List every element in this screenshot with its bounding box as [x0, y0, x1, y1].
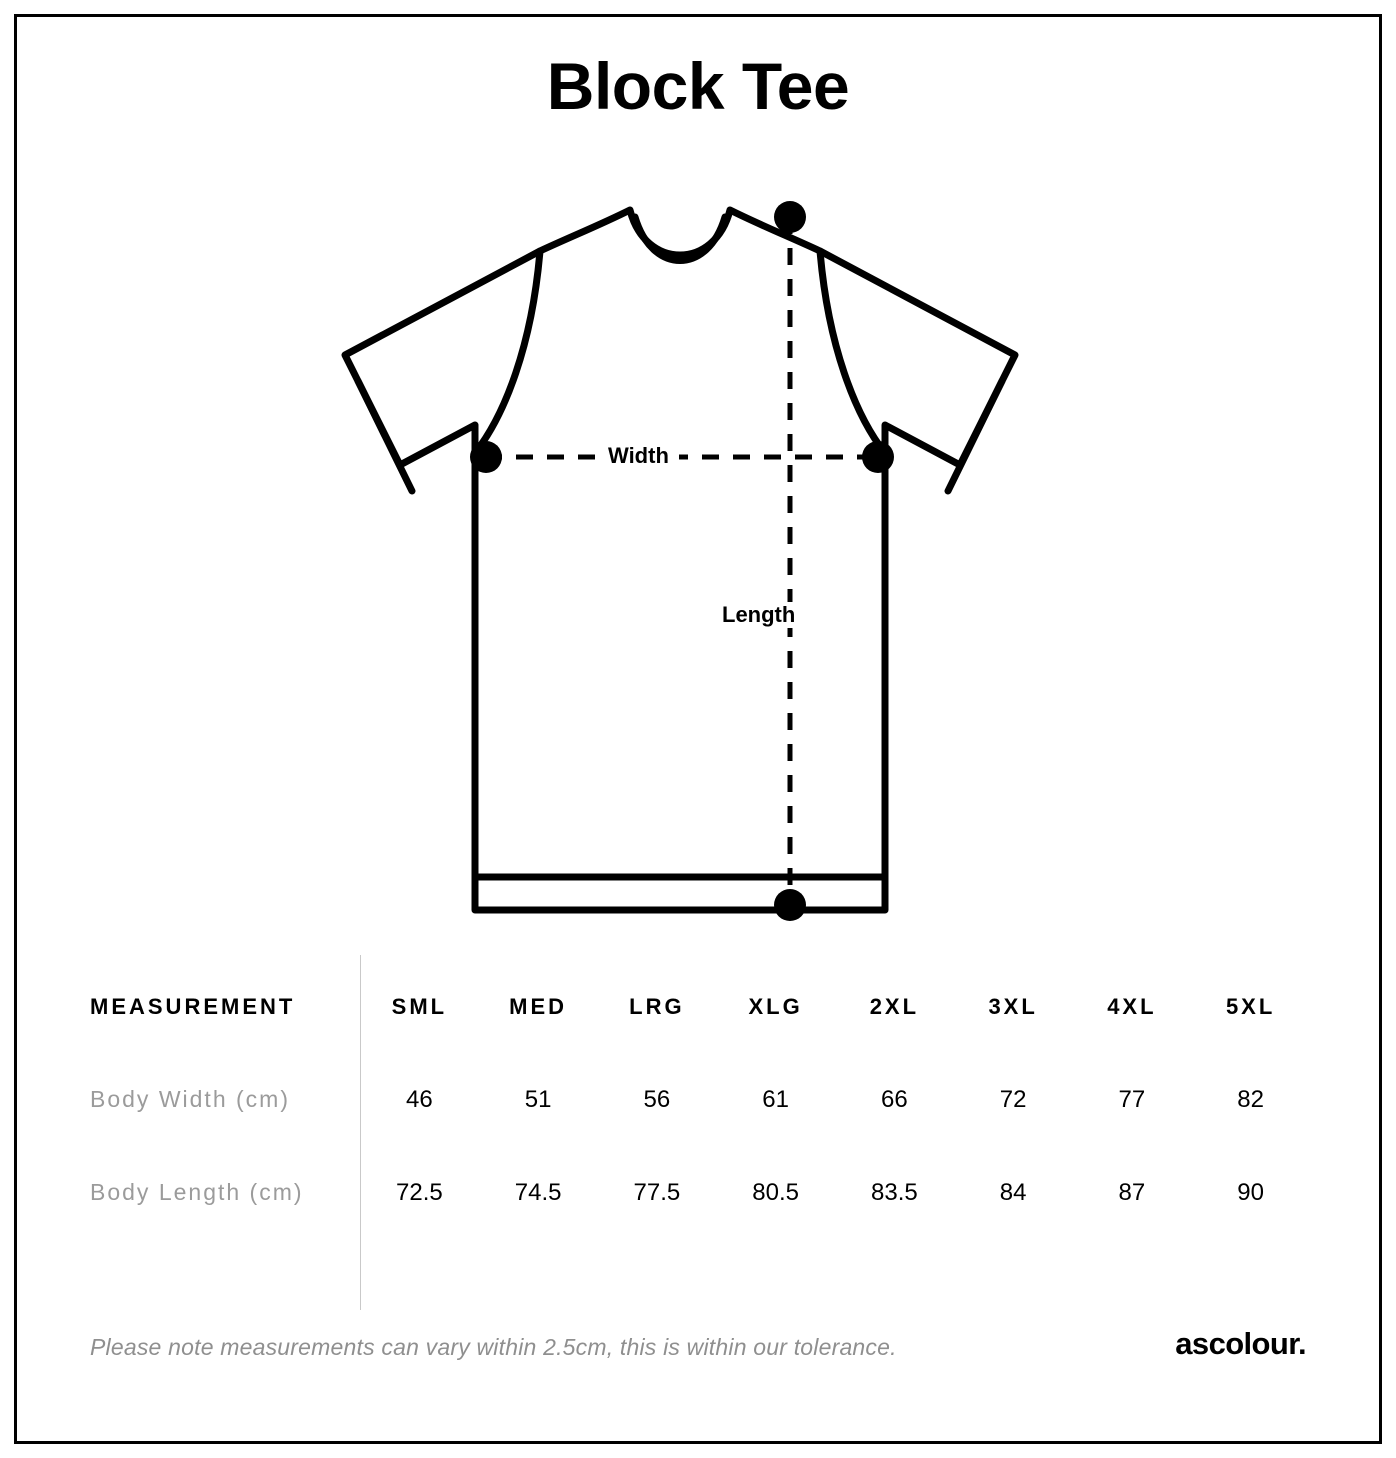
size-header-3xl: 3XL [988, 993, 1038, 1019]
body-width-med: 51 [524, 1085, 552, 1113]
width-label: Width [598, 443, 679, 469]
body-length-med: 74.5 [514, 1178, 562, 1206]
body-width-xlg: 61 [762, 1085, 789, 1113]
size-header-med: MED [509, 993, 568, 1019]
tshirt-illustration [300, 175, 1100, 935]
page-title: Block Tee [546, 49, 850, 123]
size-header-2xl: 2XL [869, 993, 920, 1019]
size-header-xlg: XLG [748, 993, 803, 1019]
body-length-5xl: 90 [1237, 1178, 1264, 1206]
length-top-point [774, 201, 806, 233]
body-width-sml: 46 [406, 1085, 433, 1113]
size-header-lrg: LRG [629, 993, 685, 1019]
table-row [90, 1053, 1310, 1146]
size-header-sml: SML [391, 993, 448, 1019]
body-width-lrg: 56 [643, 1085, 671, 1113]
tshirt-diagram [300, 175, 1100, 935]
size-table-wrap [90, 960, 1310, 1239]
body-length-lrg: 77.5 [633, 1178, 681, 1206]
body-length-xlg: 80.5 [752, 1178, 799, 1206]
length-label: Length [712, 602, 805, 628]
body-length-3xl: 84 [999, 1178, 1027, 1206]
body-width-2xl: 66 [881, 1085, 908, 1113]
width-left-point [470, 441, 502, 473]
width-right-point [862, 441, 894, 473]
size-header-4xl: 4XL [1107, 993, 1157, 1019]
body-length-2xl: 83.5 [871, 1178, 918, 1206]
brand-logo: ascolour. [1175, 1326, 1306, 1361]
row-label-body-width: Body Width (cm) [90, 1086, 290, 1112]
length-bottom-point [774, 889, 806, 921]
body-width-5xl: 82 [1237, 1085, 1264, 1113]
size-header-5xl: 5XL [1225, 993, 1276, 1019]
tolerance-note: Please note measurements can vary within 2.5cm, this is within our tolerance. [90, 1334, 897, 1360]
body-width-4xl: 77 [1118, 1085, 1146, 1113]
measurement-header: MEASUREMENT [90, 993, 296, 1019]
table-row [90, 1146, 1310, 1239]
body-length-sml: 72.5 [396, 1178, 443, 1206]
body-length-4xl: 87 [1118, 1178, 1146, 1206]
row-label-body-length: Body Length (cm) [90, 1179, 304, 1205]
table-header-row [90, 960, 1310, 1053]
size-table [90, 960, 1310, 1239]
body-width-3xl: 72 [999, 1085, 1027, 1113]
